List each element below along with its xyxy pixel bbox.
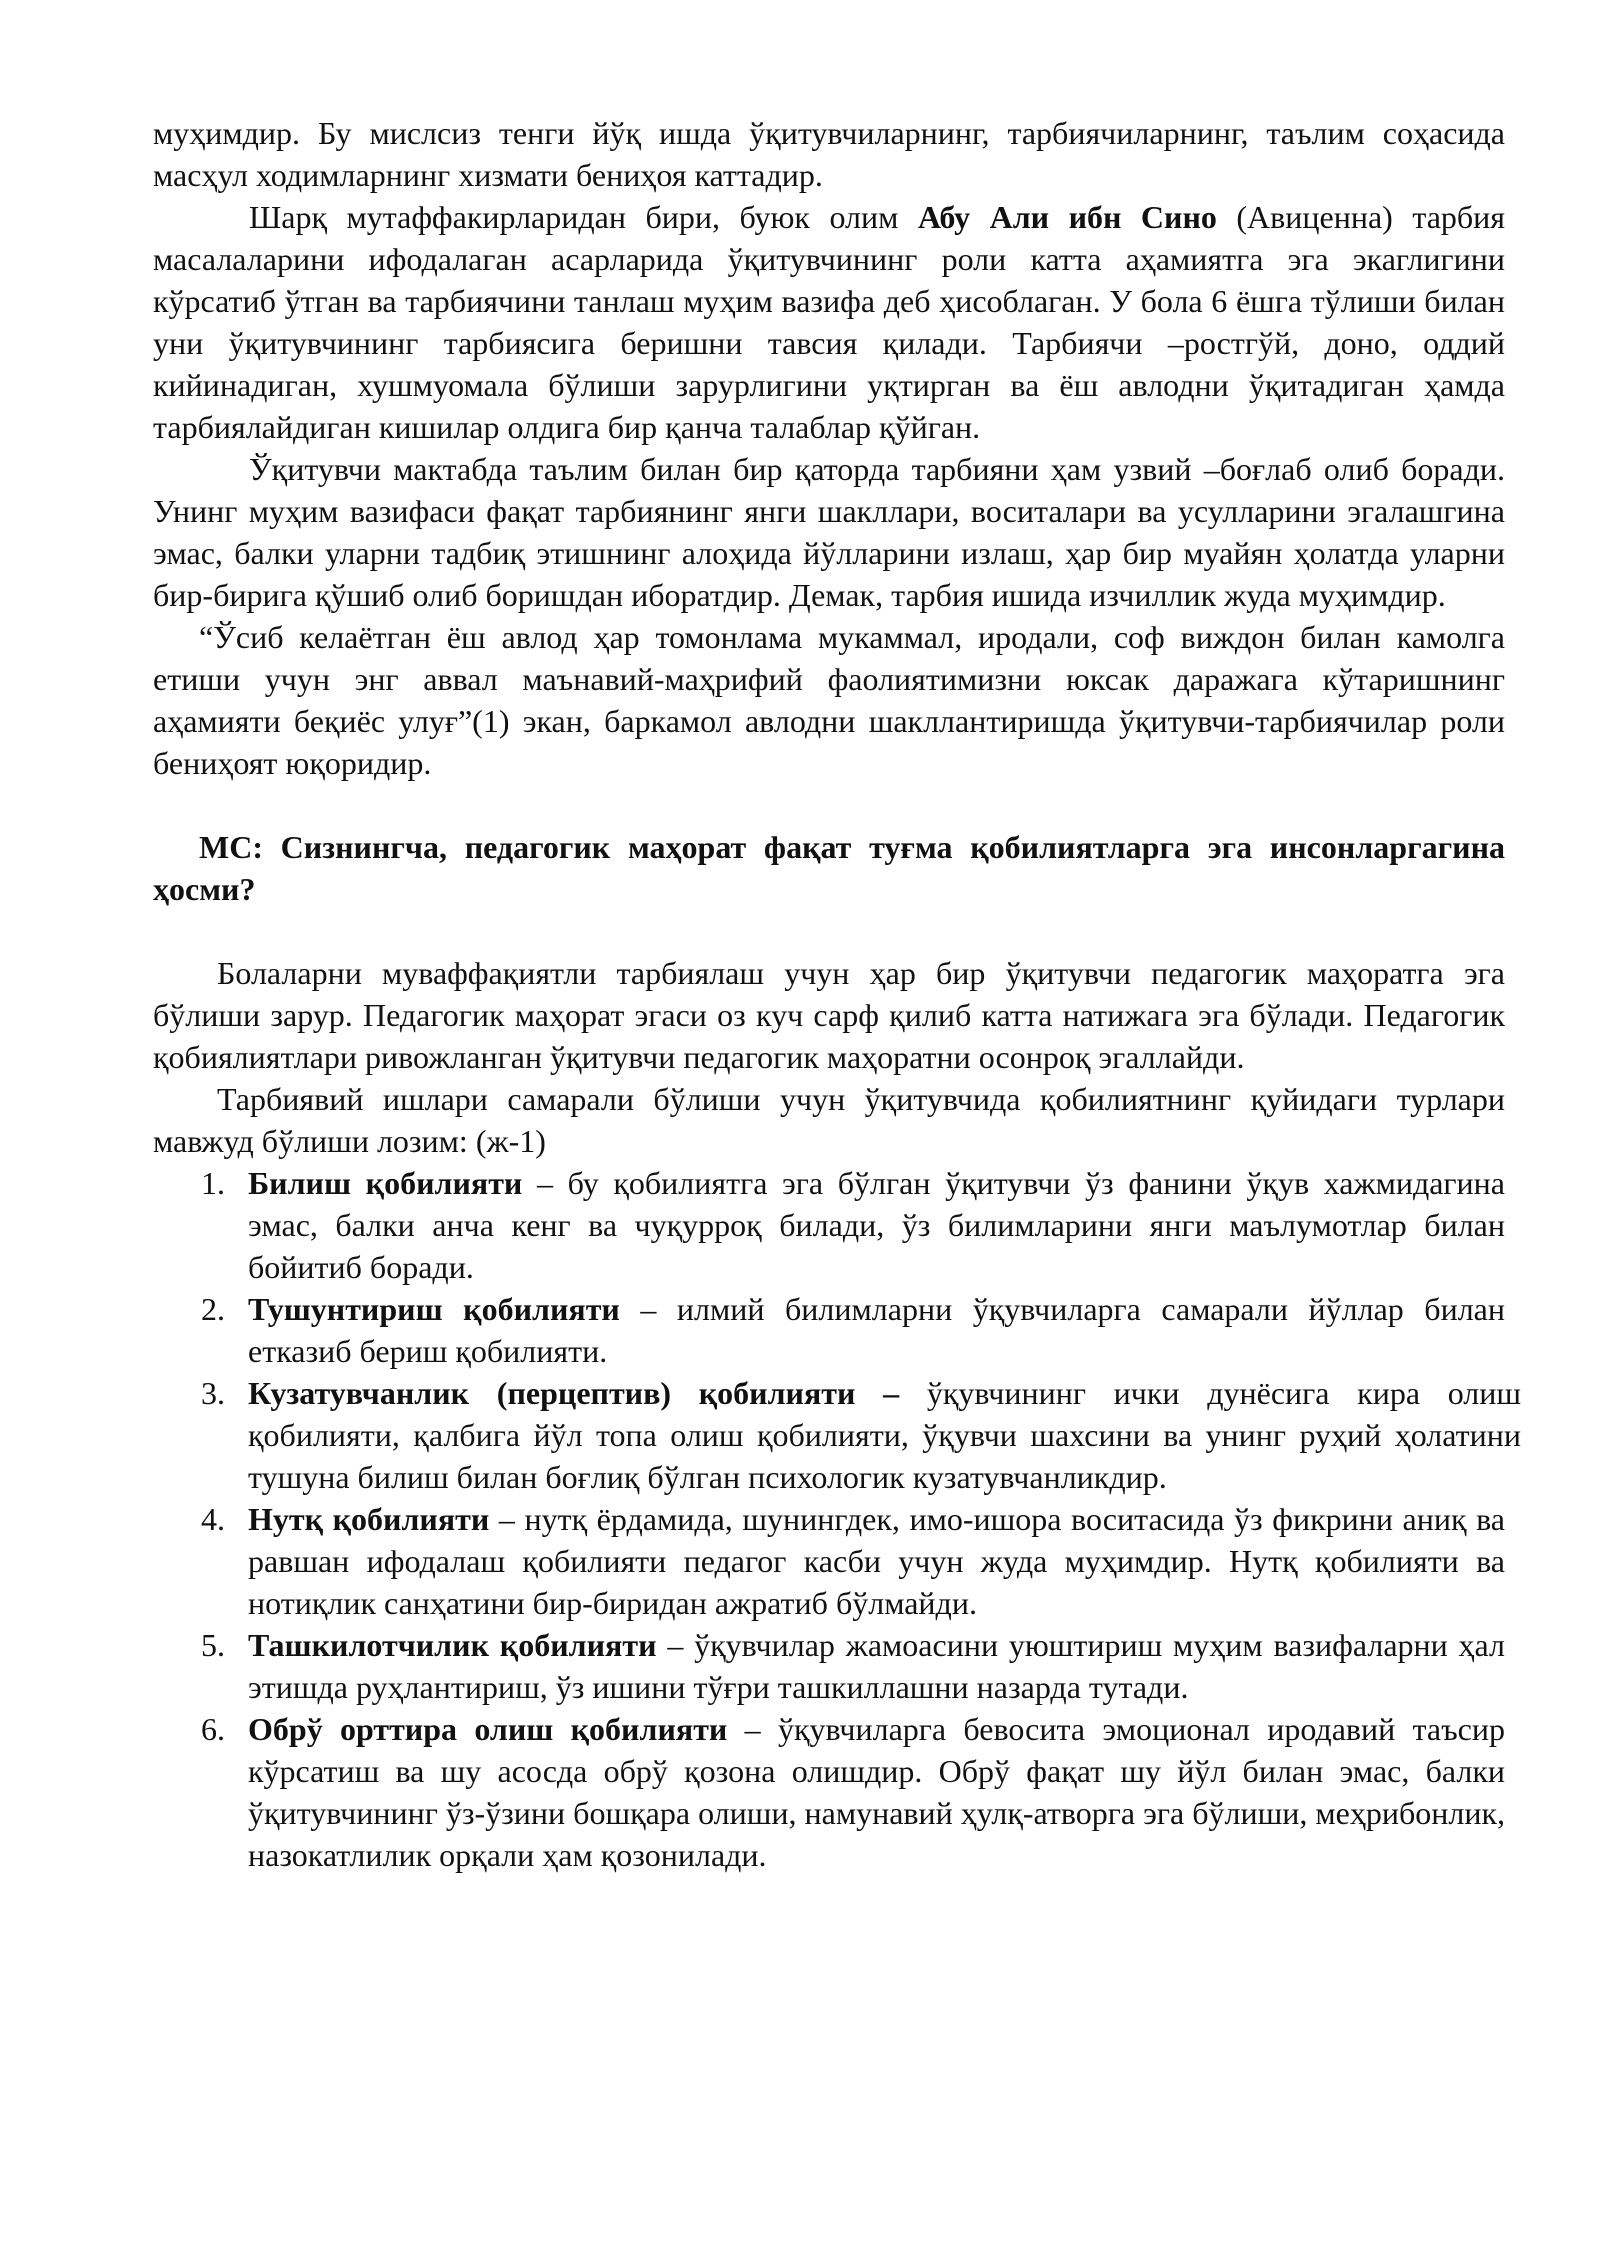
list-item-text: ўқувчининг ички дунёсига кира олиш қобилияти, қалбига йўл топа олиш қобилияти, ўқувчи шахсини ва унинг руҳий ҳолатини тушуна билиш билан боғлиқ бўлган психологик кузатувчанликдир. bbox=[248, 1375, 1522, 1495]
list-item-number: 5. bbox=[201, 1627, 225, 1663]
paragraph-avicenna bbox=[153, 196, 1505, 448]
list-item-title: Нутқ қобилияти bbox=[248, 1501, 490, 1537]
list-item-text: – бу қобилиятга эга бўлган ўқитувчи ўз фанини ўқув хажмидагина эмас, балки анча кенг ва чуқурроқ билади, ўз билимларини янги маълумотлар билан бойитиб боради. bbox=[248, 1165, 1506, 1285]
list-item-text: – ўқувчиларга бевосита эмоционал иродавий таъсир кўрсатиш ва шу асосда обрў қозона олишдир. Обрў фақат шу йўл билан эмас, балки ўқитувчининг ўз-ўзини бошқара олиши, намунавий ҳулқ-атворга эга бўлиши, меҳрибонлик, назокатлилик орқали ҳам қозонилади. bbox=[248, 1711, 1506, 1873]
paragraph-mastery: Болаларни муваффақиятли тарбиялаш учун ҳар бир ўқитувчи педагогик маҳоратга эга бўлиши зарур. Педагогик маҳорат эгаси оз куч сарф қилиб катта натижага эга бўлади. Педагогик қобиялиятлари ривожланган ўқитувчи педагогик маҳоратни осонроқ эгаллайди. bbox=[153, 955, 1505, 1075]
list-item bbox=[153, 1498, 1505, 1624]
list-item-text: – нутқ ёрдамида, шунингдек, имо-ишора воситасида ўз фикрини аниқ ва равшан ифодалаш қобилияти педагог касби учун жуда муҳимдир. Нутқ қобилияти ва нотиқлик санҳатини бир-биридан ажратиб бўлмайди. bbox=[248, 1501, 1506, 1621]
list-item bbox=[153, 1162, 1505, 1288]
list-item-number: 4. bbox=[201, 1501, 225, 1537]
document-page bbox=[153, 112, 1522, 1876]
list-item-text: – ўқувчилар жамоасини уюштириш муҳим вазифаларни ҳал этишда руҳлантириш, ўз ишини тўғри ташкиллашни назарда тутади. bbox=[248, 1627, 1506, 1705]
list-item-title: Кузатувчанлик (перцептив) қобилияти – bbox=[248, 1375, 900, 1411]
paragraph-avicenna-rest: (Авиценна) тарбия масалаларини ифодалаган асарларида ўқитувчининг роли катта аҳамиятга эга экаглигини кўрсатиб ўтган ва тарбиячини танлаш муҳим вазифа деб ҳисоблаган. У бола 6 ёшга тўлиши билан уни ўқитувчининг тарбиясига беришни тавсия қилади. Тарбиячи –ростгўй, доно, оддий кийинадиган, хушмуомала бўлиши зарурлигини уқтирган ва ёш авлодни ўқитадиган ҳамда тарбиялайдиган кишилар олдига бир қанча талаблар қўйган. bbox=[153, 199, 1506, 445]
list-item-number: 6. bbox=[201, 1711, 225, 1747]
list-item-title: Ташкилотчилик қобилияти bbox=[248, 1627, 657, 1663]
list-item bbox=[153, 1372, 1521, 1498]
list-item-number: 1. bbox=[201, 1165, 225, 1201]
list-item-title: Билиш қобилияти bbox=[248, 1165, 523, 1201]
paragraph-abilities-intro: Тарбиявий ишлари самарали бўлиши учун ўқитувчида қобилиятнинг қуйидаги турлари мавжуд бўлиши лозим: (ж-1) bbox=[153, 1081, 1505, 1159]
paragraph-teacher-role: Ўқитувчи мактабда таълим билан бир қаторда тарбияни ҳам узвий –боғлаб олиб боради. Унинг муҳим вазифаси фақат тарбиянинг янги шакллари, воситалари ва усулларини эгалашгина эмас, балки уларни тадбиқ этишнинг алоҳида йўлларини излаш, ҳар бир муайян ҳолатда уларни бир-бирига қўшиб олиб боришдан иборатдир. Демак, тарбия ишида изчиллик жуда муҳимдир. bbox=[153, 451, 1505, 613]
list-item bbox=[153, 1288, 1505, 1372]
list-item-number: 2. bbox=[201, 1291, 225, 1327]
spacer bbox=[153, 784, 1505, 826]
section-heading: МС: Сизнингча, педагогик маҳорат фақат туғма қобилиятларга эга инсонларгагина ҳосми? bbox=[153, 829, 1505, 907]
list-item-title: Обрў орттира олиш қобилияти bbox=[248, 1711, 728, 1747]
paragraph-avicenna-start: Шарқ мутаффакирларидан бири, буюк олим bbox=[249, 199, 918, 235]
list-item-text: – илмий билимларни ўқувчиларга самарали йўллар билан етказиб бериш қобилияти. bbox=[248, 1291, 1506, 1369]
paragraph-intro-end: муҳимдир. Бу мислсиз тенги йўқ ишда ўқитувчиларнинг, тарбиячиларнинг, таълим соҳасида масҳул ходимларнинг хизмати бениҳоя каттадир. bbox=[153, 115, 1505, 193]
list-item bbox=[153, 1624, 1505, 1708]
list-item bbox=[153, 1708, 1505, 1876]
avicenna-name: Абу Али ибн Сино bbox=[917, 199, 1217, 235]
spacer bbox=[153, 910, 1505, 952]
abilities-list bbox=[153, 1162, 1522, 1876]
list-item-title: Тушунтириш қобилияти bbox=[248, 1291, 620, 1327]
list-item-number: 3. bbox=[201, 1375, 225, 1411]
paragraph-quote: “Ўсиб келаётган ёш авлод ҳар томонлама мукаммал, иродали, соф виждон билан камолга етиши учун энг аввал маънавий-маҳрифий фаолиятимизни юксак даражага кўтаришнинг аҳамияти беқиёс улуғ”(1) экан, баркамол авлодни шакллантиришда ўқитувчи-тарбиячилар роли бениҳоят юқоридир. bbox=[153, 619, 1505, 781]
